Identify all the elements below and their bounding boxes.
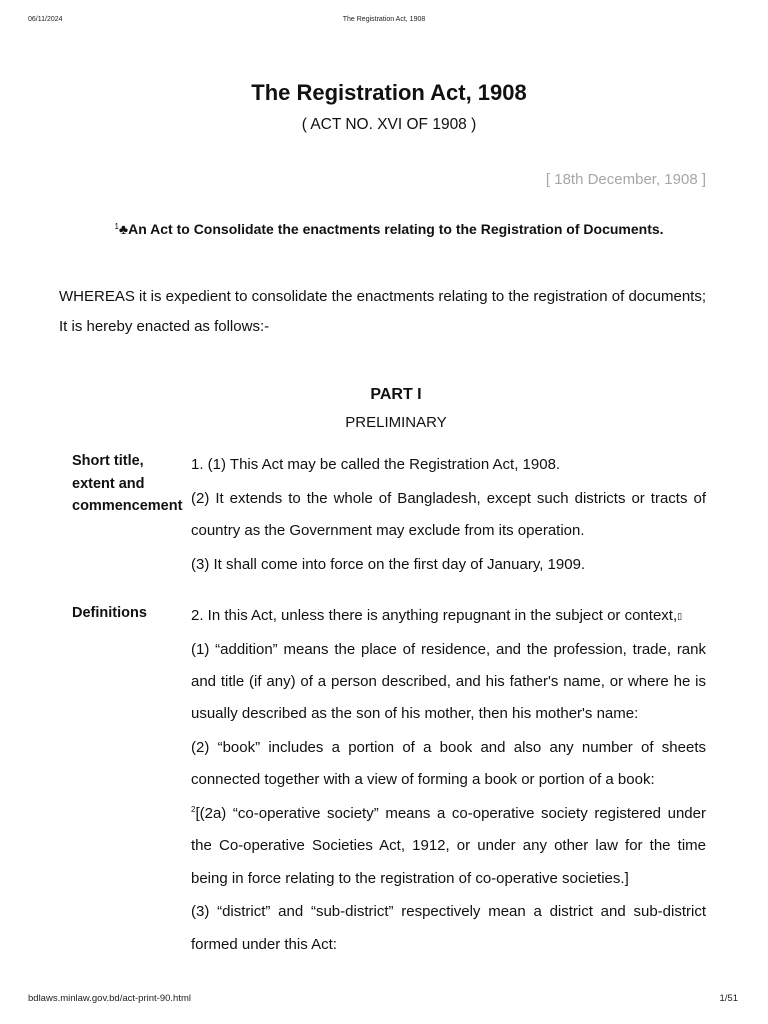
definition-district: (3) “district” and “sub-district” respectively mean a district and sub-district formed under this Act: [191,903,706,953]
act-number: ( ACT NO. XVI OF 1908 ) [301,116,477,133]
section-1-body [191,449,706,582]
definition-book: (2) “book” includes a portion of a book and also any number of sheets connected together with a view of forming a book or portion of a book: [191,738,706,789]
long-title-text: An Act to Consolidate the enactments relating to the Registration of Documents. [128,221,664,237]
footnote-marker-2[interactable]: 2 [191,804,196,814]
preamble-enacted: It is hereby enacted as follows:- [59,318,270,335]
print-date: 06/11/2024 [28,16,63,23]
margin-note-section-2: Definitions [72,605,147,621]
long-title [0,221,768,237]
amendment-bracket: [ [195,804,200,822]
section-1-para-1: 1. (1) This Act may be called the Registration Act, 1908. [191,456,561,473]
definition-co-operative-society-text: (2a) “co-operative society” means a co-operative society registered under the Co-operative Societies Act, 1912, or under any other law for the time being in force relating to the registration of co-operative societies.] [191,804,706,887]
page-number: 1/51 [719,993,738,1004]
section-1-para-2: (2) It extends to the whole of Bangladesh, except such districts or tracts of country as the Government may exclude from its operation. [191,489,706,539]
margin-note-section-1: Short title, extent and commencement [72,453,183,514]
missing-glyph-icon: ▯ [677,611,683,621]
part-heading: PART I [370,386,422,403]
preamble-whereas: WHEREAS it is expedient to consolidate the enactments relating to the registration of documents; [59,288,707,305]
section-1-para-3: (3) It shall come into force on the first day of January, 1909. [191,555,586,573]
part-subheading: PRELIMINARY [345,414,447,431]
footnote-marker[interactable]: 1 [114,222,119,231]
definition-addition: (1) “addition” means the place of residence, and the profession, trade, rank and title (if any) of a person described, and his father's name, or where he is usually described as the son of his mother, then his mother's name: [191,640,706,723]
print-footer-url: bdlaws.minlaw.gov.bd/act-print-90.html [28,993,191,1004]
act-title: The Registration Act, 1908 [251,80,527,105]
act-date: [ 18th December, 1908 ] [545,171,706,188]
section-2-intro-text: 2. In this Act, unless there is anything repugnant in the subject or context, [191,607,678,624]
definition-co-operative-society [191,798,706,895]
print-header-title: The Registration Act, 1908 [342,16,426,23]
club-symbol-icon: ♣ [118,221,129,237]
section-2-intro [191,600,706,632]
section-2-body [191,600,706,962]
